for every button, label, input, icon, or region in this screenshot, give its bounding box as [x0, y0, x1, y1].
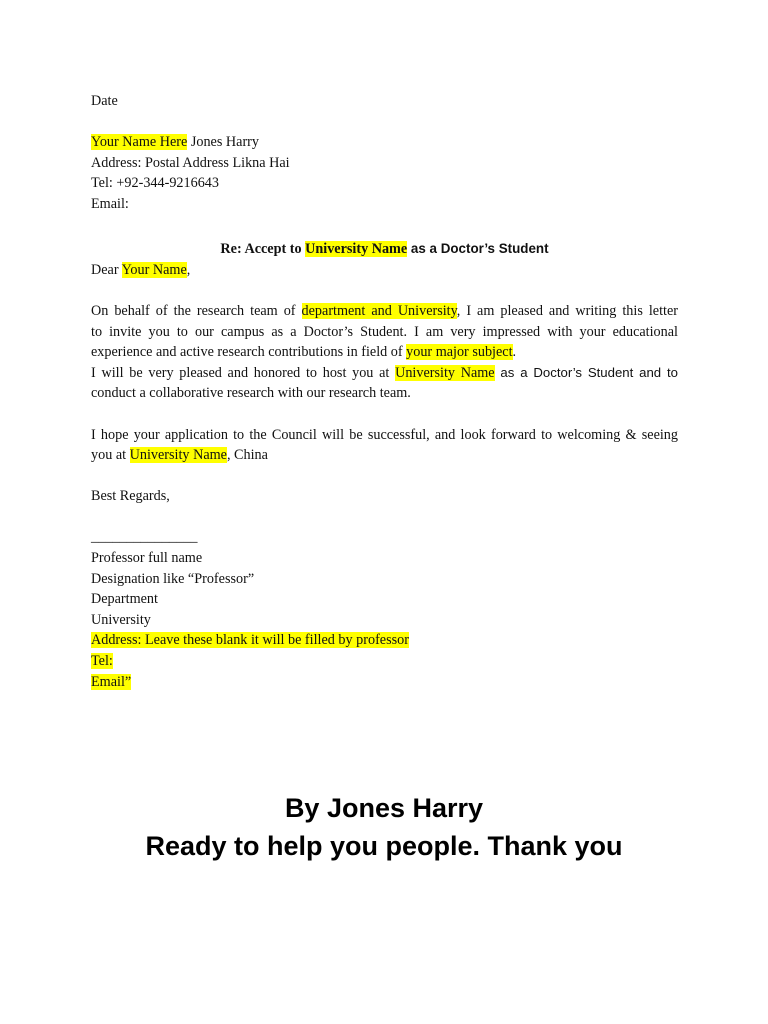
para2-text: , China — [226, 447, 268, 464]
signature-line: _______________ — [91, 529, 198, 546]
sender-email: Email: — [91, 195, 129, 212]
para1-line4 — [91, 363, 678, 384]
professor-tel-text: Tel: — [91, 653, 113, 670]
salutation-suffix: , — [186, 261, 191, 278]
sender-name: Jones Harry — [187, 134, 259, 151]
salutation — [91, 260, 678, 281]
department-placeholder: department and University — [301, 302, 457, 319]
para1-line2: to invite you to our campus as a Doctor’s Student. I am very impressed with your educational — [91, 323, 678, 340]
major-subject-placeholder: your major subject — [406, 344, 513, 361]
para1-text: . — [512, 344, 517, 361]
professor-university: University — [91, 611, 151, 628]
para1-line5: conduct a collaborative research with our research team. — [91, 385, 411, 402]
professor-email — [91, 672, 678, 693]
date-line: Date — [91, 93, 118, 109]
para1-text: as a Doctor’s Student and to — [494, 364, 678, 380]
salutation-prefix: Dear — [91, 261, 122, 278]
sender-name-placeholder: Your Name Here — [91, 134, 188, 151]
sender-name-line — [91, 132, 678, 153]
professor-email-text: Email” — [91, 673, 132, 690]
professor-address-text: Address: Leave these blank it will be filled by professor — [91, 632, 409, 649]
para1-text: , I am pleased and writing this letter — [456, 302, 678, 319]
subject-prefix: Re: Accept to — [220, 241, 306, 258]
letter-body — [91, 91, 678, 692]
subject-line — [91, 239, 678, 260]
para2-text: you at — [91, 447, 130, 464]
sender-tel: Tel: +92-344-9216643 — [91, 175, 219, 192]
university-placeholder: University Name — [395, 364, 495, 381]
footer-thanks: Ready to help you people. Thank you — [145, 831, 623, 861]
subject-university-placeholder: University Name — [305, 241, 408, 258]
closing: Best Regards, — [91, 488, 170, 505]
para2-line1: I hope your application to the Council will be successful, and look forward to welcoming & seeing — [91, 426, 678, 443]
university-placeholder-2: University Name — [129, 447, 227, 464]
para2-line2 — [91, 445, 678, 466]
para1-text: On behalf of the research team of — [91, 302, 302, 319]
professor-name: Professor full name — [91, 550, 203, 567]
sender-address: Address: Postal Address Likna Hai — [91, 154, 290, 171]
para1-line1 — [91, 301, 678, 322]
salutation-name-placeholder: Your Name — [121, 261, 187, 278]
para1-text: experience and active research contributions in field of — [91, 344, 407, 361]
professor-designation: Designation like “Professor” — [91, 570, 255, 587]
professor-tel — [91, 651, 678, 672]
professor-address — [91, 630, 678, 651]
professor-department: Department — [91, 591, 158, 608]
subject-suffix: as a Doctor’s Student — [407, 241, 549, 257]
footer-author: By Jones Harry — [284, 793, 484, 823]
para1-line3 — [91, 342, 678, 363]
para1-text: I will be very pleased and honored to host you at — [91, 364, 396, 381]
